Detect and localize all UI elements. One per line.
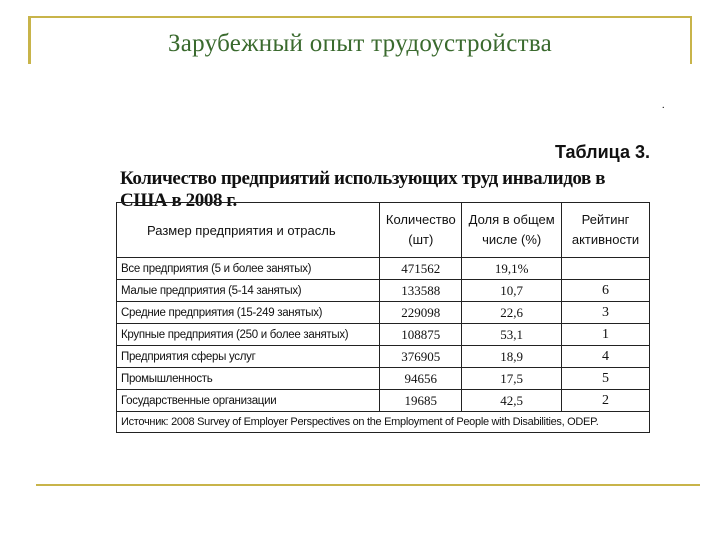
header-count-line2: (шт)	[408, 232, 434, 247]
row-count: 94656	[380, 368, 462, 390]
row-name: Промышленность	[117, 368, 380, 390]
row-name: Малые предприятия (5-14 занятых)	[117, 280, 380, 302]
table-row	[117, 324, 650, 346]
table-row	[117, 302, 650, 324]
table-source-note: Источник: 2008 Survey of Employer Perspectives on the Employment of People with Disabilities, ODEP.	[117, 412, 650, 433]
table-row	[117, 258, 650, 280]
row-count: 19685	[380, 390, 462, 412]
header-share-line1: Доля в общем	[468, 212, 555, 227]
header-rank-line2: активности	[571, 232, 640, 247]
table-row	[117, 280, 650, 302]
row-rank: 4	[562, 346, 650, 368]
row-name: Государственные организации	[117, 390, 380, 412]
header-count	[380, 203, 462, 258]
stray-mark: .	[662, 100, 665, 111]
row-share: 19,1%	[462, 258, 562, 280]
row-share: 22,6	[462, 302, 562, 324]
row-rank: 1	[562, 324, 650, 346]
enterprise-table	[116, 202, 650, 433]
row-share: 42,5	[462, 390, 562, 412]
header-rank	[562, 203, 650, 258]
row-share: 53,1	[462, 324, 562, 346]
table-header-row	[117, 203, 650, 258]
row-rank	[562, 258, 650, 280]
header-share-line2: числе (%)	[482, 232, 542, 247]
row-share: 18,9	[462, 346, 562, 368]
row-share: 17,5	[462, 368, 562, 390]
header-size: Размер предприятия и отрасль	[117, 203, 380, 258]
header-share	[462, 203, 562, 258]
row-count: 229098	[380, 302, 462, 324]
row-rank: 5	[562, 368, 650, 390]
slide-title: Зарубежный опыт трудоустройства	[167, 30, 553, 57]
row-count: 376905	[380, 346, 462, 368]
table-number: Таблица 3.	[554, 142, 650, 162]
row-name: Все предприятия (5 и более занятых)	[117, 258, 380, 280]
row-rank: 6	[562, 280, 650, 302]
row-count: 133588	[380, 280, 462, 302]
row-count: 108875	[380, 324, 462, 346]
row-name: Средние предприятия (15-249 занятых)	[117, 302, 380, 324]
row-share: 10,7	[462, 280, 562, 302]
slide-frame-bottom-line	[36, 484, 700, 486]
table-source-row	[117, 412, 650, 433]
row-name: Предприятия сферы услуг	[117, 346, 380, 368]
row-rank: 3	[562, 302, 650, 324]
header-count-line1: Количество	[385, 212, 456, 227]
header-rank-line1: Рейтинг	[581, 212, 630, 227]
table-row	[117, 368, 650, 390]
row-count: 471562	[380, 258, 462, 280]
scanned-table-image	[114, 138, 654, 444]
table-caption: Количество предприятий использующих труд инвалидов в США в 2008 г.	[120, 168, 606, 211]
table-row	[117, 346, 650, 368]
slide-frame-top-line	[28, 16, 692, 18]
row-name: Крупные предприятия (250 и более занятых)	[117, 324, 380, 346]
row-rank: 2	[562, 390, 650, 412]
table-row	[117, 390, 650, 412]
